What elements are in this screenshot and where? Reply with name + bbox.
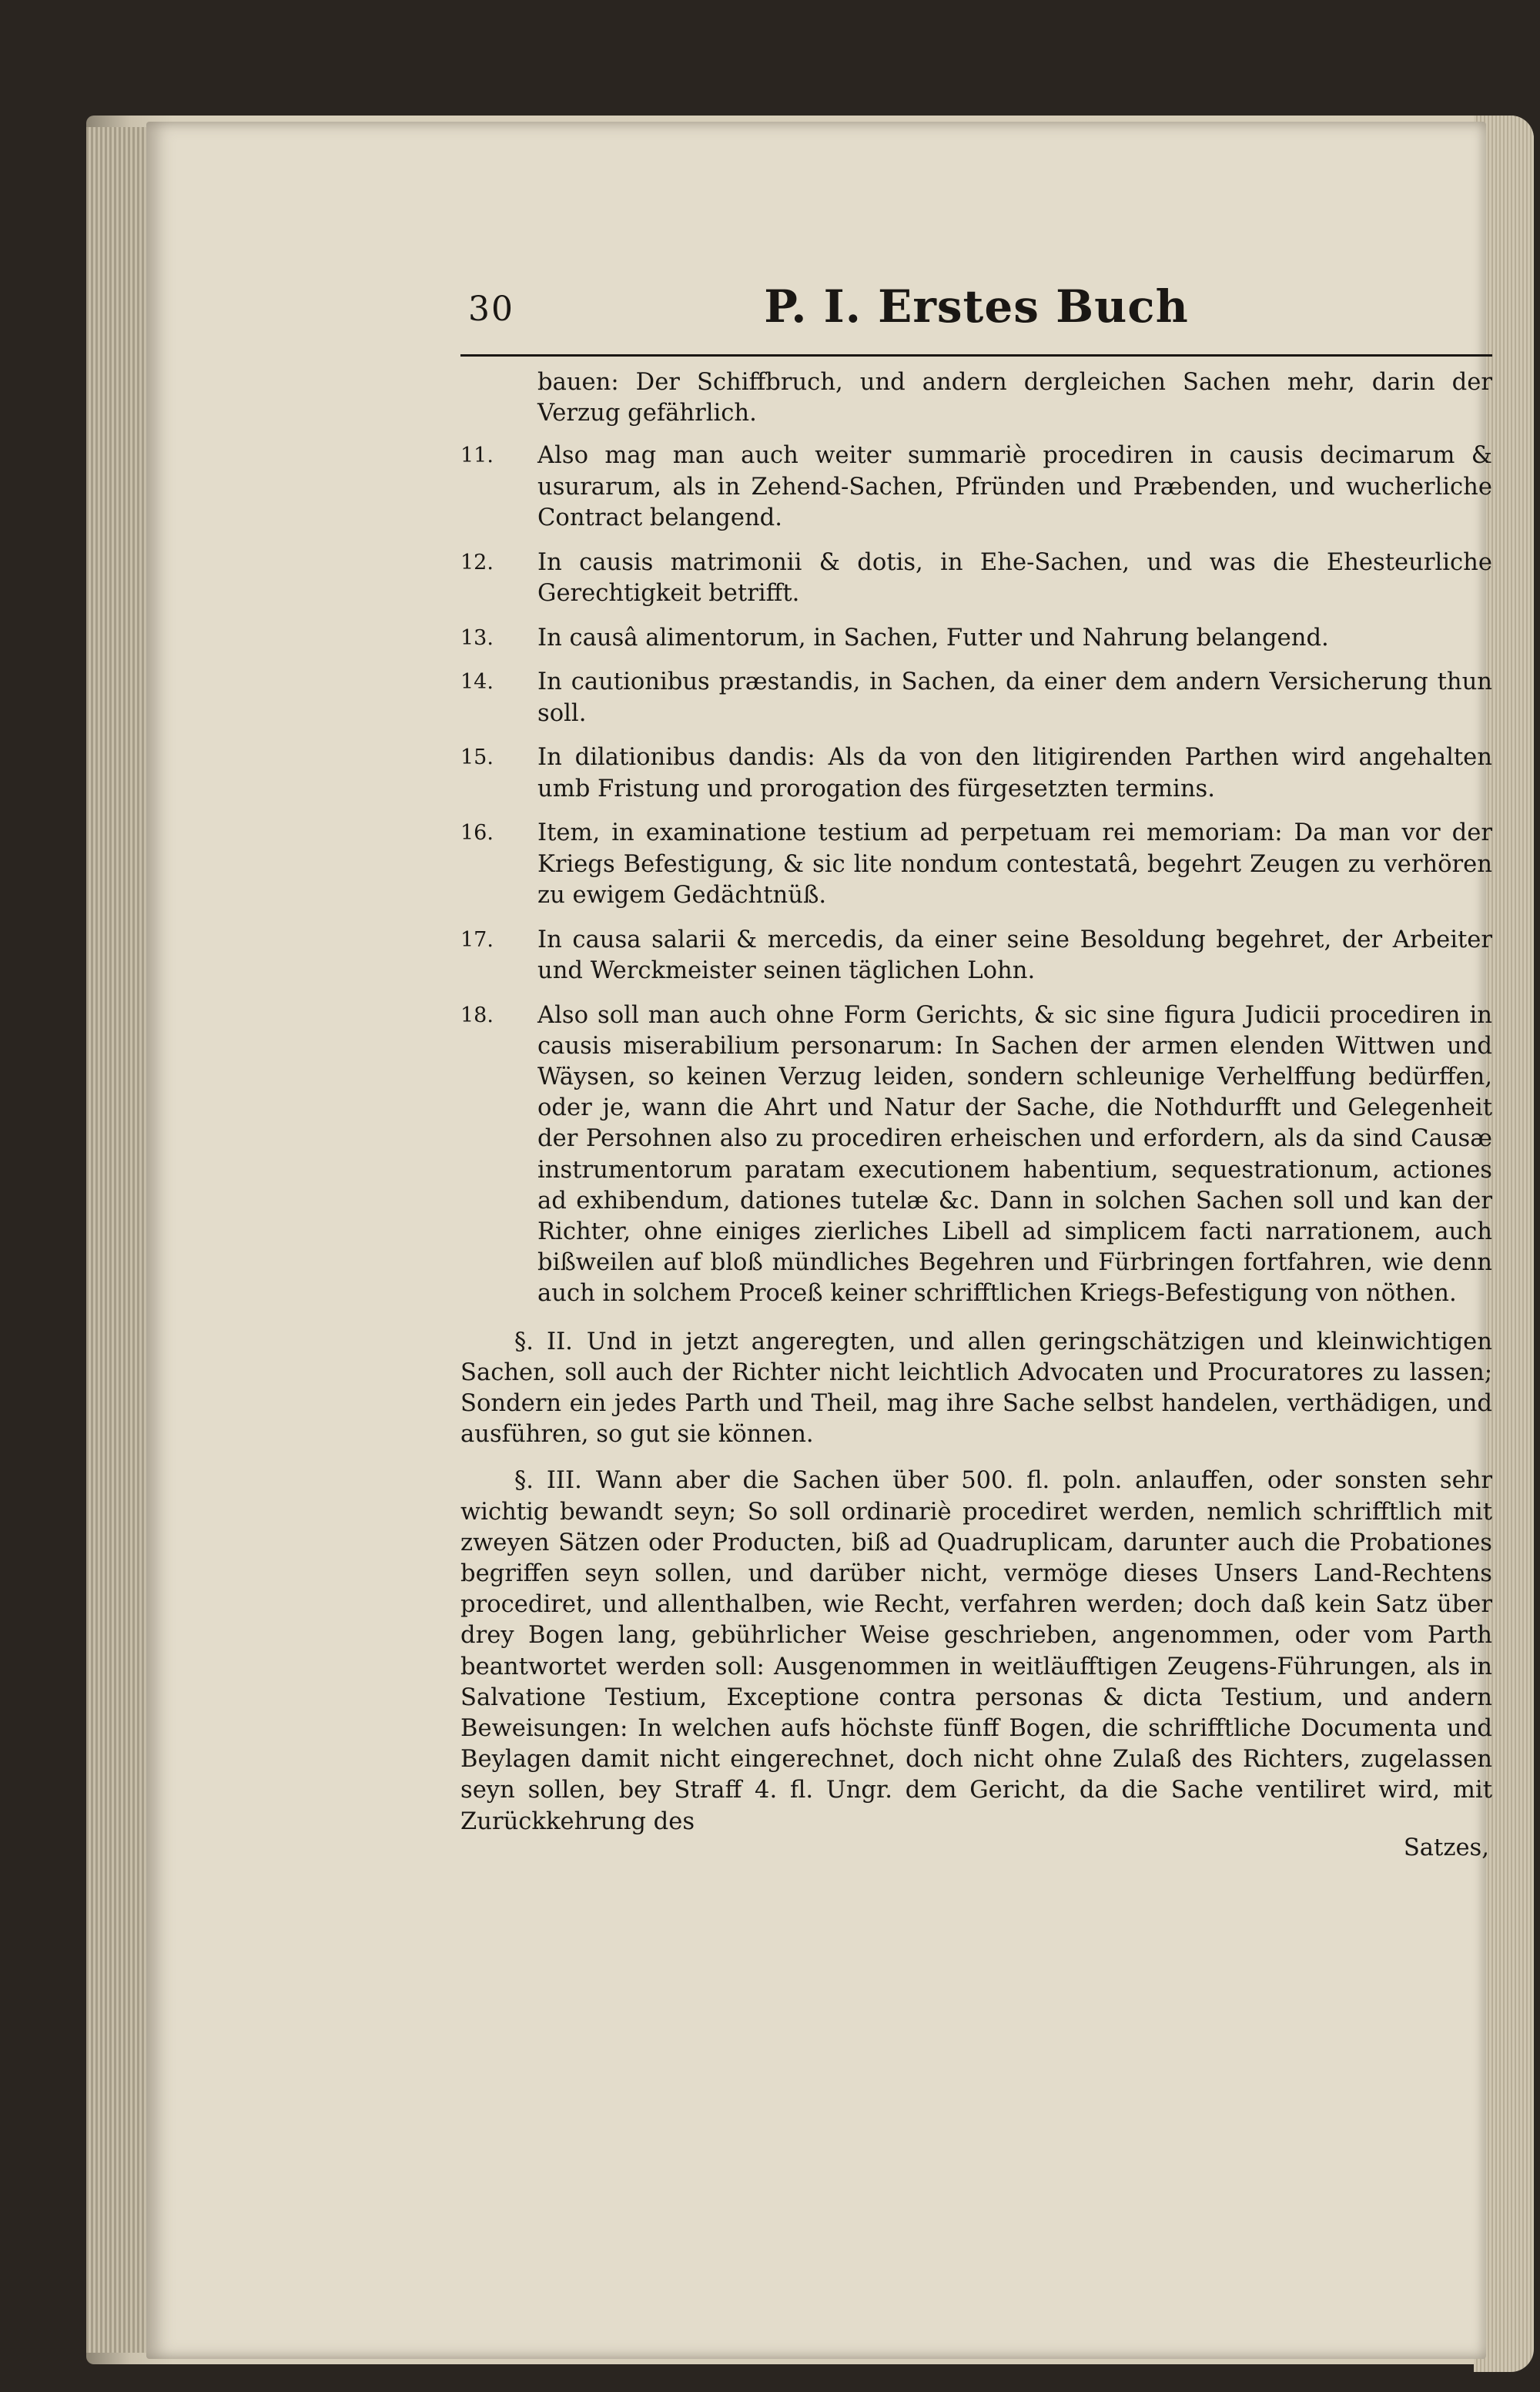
item-number: 17. [460,927,494,952]
section-label: §. III. [514,1467,582,1495]
list-item [460,441,1492,534]
list-item [460,1000,1492,1310]
item-number: 14. [460,670,494,695]
list-item [460,667,1492,729]
list-item [460,623,1492,654]
item-text: In causa salarii & mercedis, da einer seine Besoldung begehret, der Arbeiter und Werckmeister seinen täglichen Lohn. [537,926,1492,984]
list-item [460,925,1492,987]
running-header [460,277,1492,357]
list-item [460,742,1492,804]
item-number: 11. [460,444,494,468]
item-number: 13. [460,625,494,650]
item-text: Also soll man auch ohne Form Gerichts, & sic sine figura Judicii procediren in causis miserabilium personarum: In Sachen der armen elenden Wittwen und Wäysen, so keinen Verzug leiden, sondern schleunige Verhelffung bedürffen, oder je, wann die Ahrt und Natur der Sache, die Nothdurfft und Gelegenheit der Persohnen also zu procediren erheischen und erfordern, als da sind Causæ instrumentorum paratam executionem habentium, sequestrationum, actiones ad exhibendum, dationes tutelæ &c. Dann in solchen Sachen soll und kan der Richter, ohne einiges zierliches Libell ad simplicem facti narrationem, auch bißweilen auf bloß mündliches Begehren und Fürbringen fortfahren, wie denn auch in solchem Proceß keiner schrifftlichen Kriegs-Befestigung von nöthen. [537,1001,1492,1308]
item-number: 16. [460,821,494,846]
section-label: §. II. [514,1328,573,1355]
list-item [460,548,1492,609]
catchword: Satzes, [1403,1834,1489,1861]
item-number: 12. [460,550,494,575]
page-stack-left [86,127,146,2353]
item-number: 18. [460,1003,494,1027]
item-number: 15. [460,745,494,770]
item-text: Item, in examinatione testium ad perpetuam rei memoriam: Da man vor der Kriegs Befestigung, & sic lite nondum contestatâ, begehrt Zeugen zu verhören zu ewigem Gedächtnüß. [537,819,1492,909]
item-text: In causâ alimentorum, in Sachen, Futter und Nahrung belangend. [537,624,1329,652]
opening-paragraph: bauen: Der Schiffbruch, und andern dergleichen Sachen mehr, darin der Verzug gefährlich. [537,369,1492,427]
section-text: Und in jetzt angeregten, und allen geringschätzigen und kleinwichtigen Sachen, soll auch der Richter nicht leichtlich Advocaten und Procuratores zu lassen; Sondern ein jedes Parth und Theil, mag ihre Sache selbst handelen, verthädigen, und ausführen, so gut sie können. [460,1328,1492,1449]
section-paragraph [460,1327,1492,1451]
list-item [460,818,1492,911]
section-text: Wann aber die Sachen über 500. fl. poln. anlauffen, oder sonsten sehr wichtig bewandt seyn; So soll ordinariè procediret werden, nemlich schrifftlich mit zweyen Sätzen oder Producten, biß ad Quadruplicam, darunter auch die Probationes begriffen seyn sollen, und darüber nicht, vermöge dieses Unsers Land-Rechtens procediret, und allenthalben, wie Recht, verfahren werden; doch daß kein Satz über drey Bogen lang, gebührlicher Weise geschrieben, angenommen, oder vom Parth beantwortet werden soll: Ausgenommen in weitläufftigen Zeugens-Führungen, als in Salvatione Testium, Exceptione contra personas & dicta Testium, und andern Beweisungen: In welchen aufs höchste fünff Bogen, die schrifftliche Documenta und Beylagen damit nicht eingerechnet, doch nicht ohne Zulaß des Richters, zugelassen seyn sollen, bey Straff 4. fl. Ungr. dem Gericht, da die Sache ventiliret wird, mit Zurückkehrung des [460,1467,1492,1835]
body-text [460,367,1492,1864]
page-number: 30 [468,290,514,329]
page-title: P. I. Erstes Buch [764,280,1189,333]
item-text: In cautionibus præstandis, in Sachen, da einer dem andern Versicherung thun soll. [537,668,1492,727]
item-text: In dilationibus dandis: Als da von den litigirenden Parthen wird angehalten umb Fristung und prorogation des fürgesetzten termins. [537,744,1492,802]
item-text: Also mag man auch weiter summariè procediren in causis decimarum & usurarum, als in Zehend-Sachen, Pfründen und Præbenden, und wucherliche Contract belangend. [537,442,1492,531]
page-content [460,277,1492,1864]
section-paragraph [460,1466,1492,1837]
item-text: In causis matrimonii & dotis, in Ehe-Sachen, und was die Ehesteurliche Gerechtigkeit betrifft. [537,548,1492,607]
